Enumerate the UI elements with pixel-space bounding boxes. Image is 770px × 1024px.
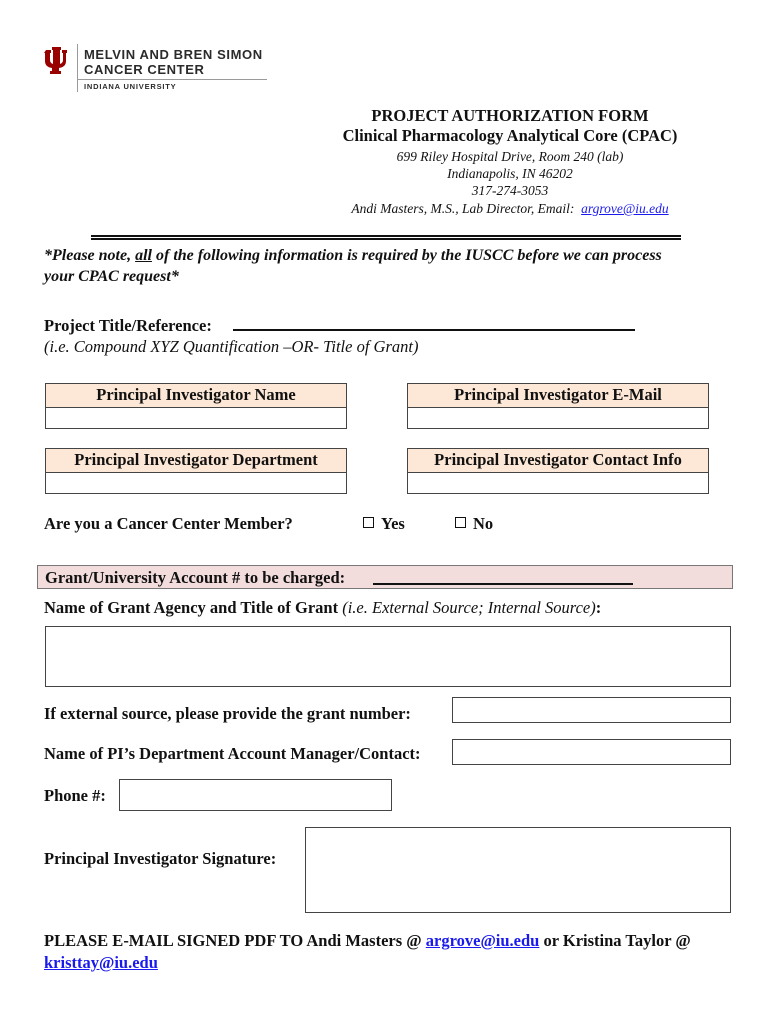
- footer-email-kristina-link[interactable]: kristtay@iu.edu: [44, 953, 158, 972]
- member-no-label: No: [473, 514, 494, 533]
- logo-name-line2: CANCER CENTER: [84, 62, 205, 77]
- pi-name-field: [45, 383, 347, 429]
- signature-label: Principal Investigator Signature:: [44, 849, 277, 868]
- signature-input[interactable]: [305, 827, 731, 913]
- address-line2: Indianapolis, IN 46202: [447, 166, 573, 181]
- required-notice: [44, 245, 684, 287]
- email-instructions: [44, 930, 744, 974]
- notice-part2: of the following information is required by the IUSCC before we can process your CPAC request*: [44, 247, 662, 285]
- contact-prefix: Andi Masters, M.S., Lab Director, Email:: [351, 201, 575, 216]
- grant-agency-input[interactable]: [45, 626, 731, 687]
- pi-name-label: Principal Investigator Name: [46, 384, 346, 408]
- member-no-checkbox[interactable]: [455, 517, 466, 528]
- header-double-rule: [91, 235, 681, 240]
- logo-university: INDIANA UNIVERSITY: [84, 82, 177, 91]
- grant-agency-hint: (i.e. External Source; Internal Source): [342, 598, 596, 617]
- phone-number: 317-274-3053: [471, 183, 549, 198]
- pi-contact-input[interactable]: [408, 473, 708, 493]
- pi-email-label: Principal Investigator E-Mail: [408, 384, 708, 408]
- logo-name-line1: MELVIN AND BREN SIMON: [84, 47, 263, 62]
- account-manager-input[interactable]: [452, 739, 731, 765]
- grant-agency-label: [44, 598, 601, 618]
- pi-contact-field: [407, 448, 709, 494]
- logo-rule: [77, 79, 267, 80]
- project-title-input[interactable]: [233, 329, 635, 331]
- grant-agency-title: Name of Grant Agency and Title of Grant: [44, 598, 339, 617]
- pi-email-field: [407, 383, 709, 429]
- pi-department-label: Principal Investigator Department: [46, 449, 346, 473]
- iu-trident-logo-icon: [44, 46, 70, 76]
- grant-account-label: Grant/University Account # to be charged:: [45, 568, 346, 587]
- project-title-hint: (i.e. Compound XYZ Quantification –OR- Title of Grant): [44, 337, 419, 356]
- form-title: PROJECT AUTHORIZATION FORM: [371, 106, 649, 125]
- footer-prefix: PLEASE E-MAIL SIGNED PDF TO Andi Masters @: [44, 931, 426, 950]
- external-grant-number-label: If external source, please provide the grant number:: [44, 704, 411, 723]
- pi-email-input[interactable]: [408, 408, 708, 428]
- member-yes-label: Yes: [381, 514, 405, 533]
- footer-middle: or Kristina Taylor @: [539, 931, 691, 950]
- project-title-label: Project Title/Reference:: [44, 316, 212, 335]
- grant-account-input[interactable]: [373, 583, 633, 585]
- director-email-link[interactable]: argrove@iu.edu: [581, 201, 669, 216]
- pi-department-field: [45, 448, 347, 494]
- logo-divider: [77, 44, 78, 92]
- contact-line: [300, 201, 720, 217]
- phone-label: Phone #:: [44, 786, 106, 805]
- member-yes-checkbox[interactable]: [363, 517, 374, 528]
- pi-name-input[interactable]: [46, 408, 346, 428]
- account-manager-label: Name of PI’s Department Account Manager/Contact:: [44, 744, 421, 763]
- member-question: Are you a Cancer Center Member?: [44, 514, 293, 533]
- pi-contact-label: Principal Investigator Contact Info: [408, 449, 708, 473]
- footer-email-andi-link[interactable]: argrove@iu.edu: [425, 931, 540, 950]
- pi-department-input[interactable]: [46, 473, 346, 493]
- address-line1: 699 Riley Hospital Drive, Room 240 (lab): [396, 149, 624, 164]
- external-grant-number-input[interactable]: [452, 697, 731, 723]
- phone-input[interactable]: [119, 779, 392, 811]
- grant-agency-colon: :: [595, 598, 602, 617]
- notice-emphasis: all: [135, 247, 152, 264]
- form-subtitle: Clinical Pharmacology Analytical Core (CPAC): [342, 126, 678, 145]
- notice-part1: *Please note,: [44, 247, 136, 264]
